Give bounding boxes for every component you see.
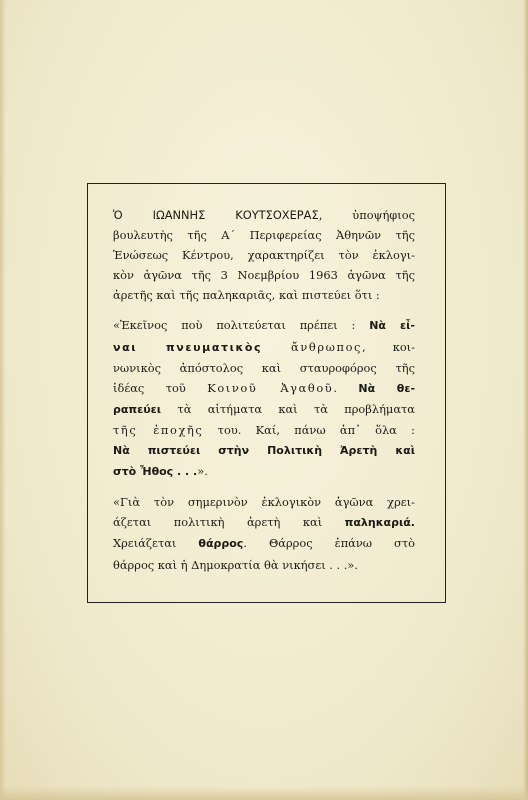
text-segment: ἰδέας τοῦ (113, 380, 208, 395)
text-segment: ραπεύει (113, 402, 162, 416)
text-line (113, 358, 415, 378)
text-segment: κὸν ἀγῶνα τῆς 3 Νοεμβρίου 1963 ἀγῶνα τῆς (113, 268, 415, 283)
text-segment: ἀρετῆς καὶ τῆς παληκαριᾶς, καὶ πιστεύει ὅτι : (113, 288, 380, 303)
framed-text-block (113, 205, 415, 575)
paragraph-gap (113, 482, 415, 492)
text-segment: βουλευτὴς τῆς Α΄ Περιφερείας Ἀθηνῶν τῆς (113, 228, 415, 243)
text-segment: άζεται πολιτικὴ ἀρετὴ καὶ (113, 515, 345, 530)
text-line (113, 245, 415, 265)
paragraph-2 (113, 315, 415, 482)
paragraph-3 (113, 492, 415, 574)
page-edge-shadow-bottom (0, 786, 528, 800)
paragraph-1 (113, 205, 415, 305)
text-segment: «Γιὰ τὸν σημερινὸν ἐκλογικὸν ἀγῶνα χρει- (113, 495, 415, 510)
text-line (113, 225, 415, 245)
text-line (113, 205, 415, 225)
text-segment: τῆς ἐποχῆς (113, 422, 204, 437)
text-segment: «Ἐκεῖνος ποὺ πολιτεύεται πρέπει : (113, 318, 370, 333)
text-segment: τὰ αἰτήματα καὶ τὰ προβλήματα (161, 401, 415, 416)
text-line (113, 461, 415, 482)
text-segment: Νὰ εἶ- (369, 319, 415, 333)
text-segment: . (333, 380, 359, 395)
text-line (113, 555, 415, 575)
text-line (113, 315, 415, 336)
text-segment: Ὁ ΙΩΑΝΝΗΣ ΚΟΥΤΣΟΧΕΡΑΣ, (113, 208, 353, 222)
text-segment: Χρειάζεται (113, 536, 199, 551)
text-segment: ὑποψήφιος (352, 208, 415, 222)
text-segment: παληκαριά. (344, 516, 415, 530)
text-line (113, 533, 415, 554)
text-line (113, 420, 415, 440)
text-segment: Νὰ θε- (358, 381, 416, 395)
text-line (113, 337, 415, 358)
text-segment: Νὰ πιστεύει στὴν Πολιτικὴ Ἀρετὴ καὶ (113, 444, 415, 458)
text-line (113, 378, 415, 399)
text-segment: Ἑνώσεως Κέντρου, χαρακτηρίζει τὸν ἐκλογι- (113, 248, 415, 263)
text-segment: νωνικὸς ἀπόστολος καὶ σταυροφόρος τῆς (113, 360, 415, 375)
text-segment: , κοι- (362, 339, 415, 354)
text-line (113, 512, 415, 533)
text-segment: θάρρος (198, 537, 244, 551)
text-segment: ». (197, 464, 208, 479)
text-line (113, 440, 415, 461)
text-segment: ἄνθρωπος (291, 339, 363, 354)
page-edge-shadow-right (523, 0, 528, 800)
text-segment: . Θάρρος ἐπάνω στὸ (243, 536, 415, 551)
text-line (113, 285, 415, 305)
text-line (113, 265, 415, 285)
text-segment: ναι πνευματικὸς (113, 340, 292, 354)
page-edge-shadow-left (0, 0, 6, 800)
paragraph-gap (113, 305, 415, 315)
text-segment: θάρρος καὶ ἡ Δημοκρατία θὰ νικήσει . . .». (113, 557, 359, 572)
text-line (113, 492, 415, 512)
text-segment: του. Καί, πάνω ἀπ᾽ ὅλα : (203, 422, 415, 437)
text-segment: Κοινοῦ Ἀγαθοῦ (207, 380, 334, 395)
text-segment: στὸ Ἦθος . . . (113, 465, 198, 479)
text-line (113, 399, 415, 420)
